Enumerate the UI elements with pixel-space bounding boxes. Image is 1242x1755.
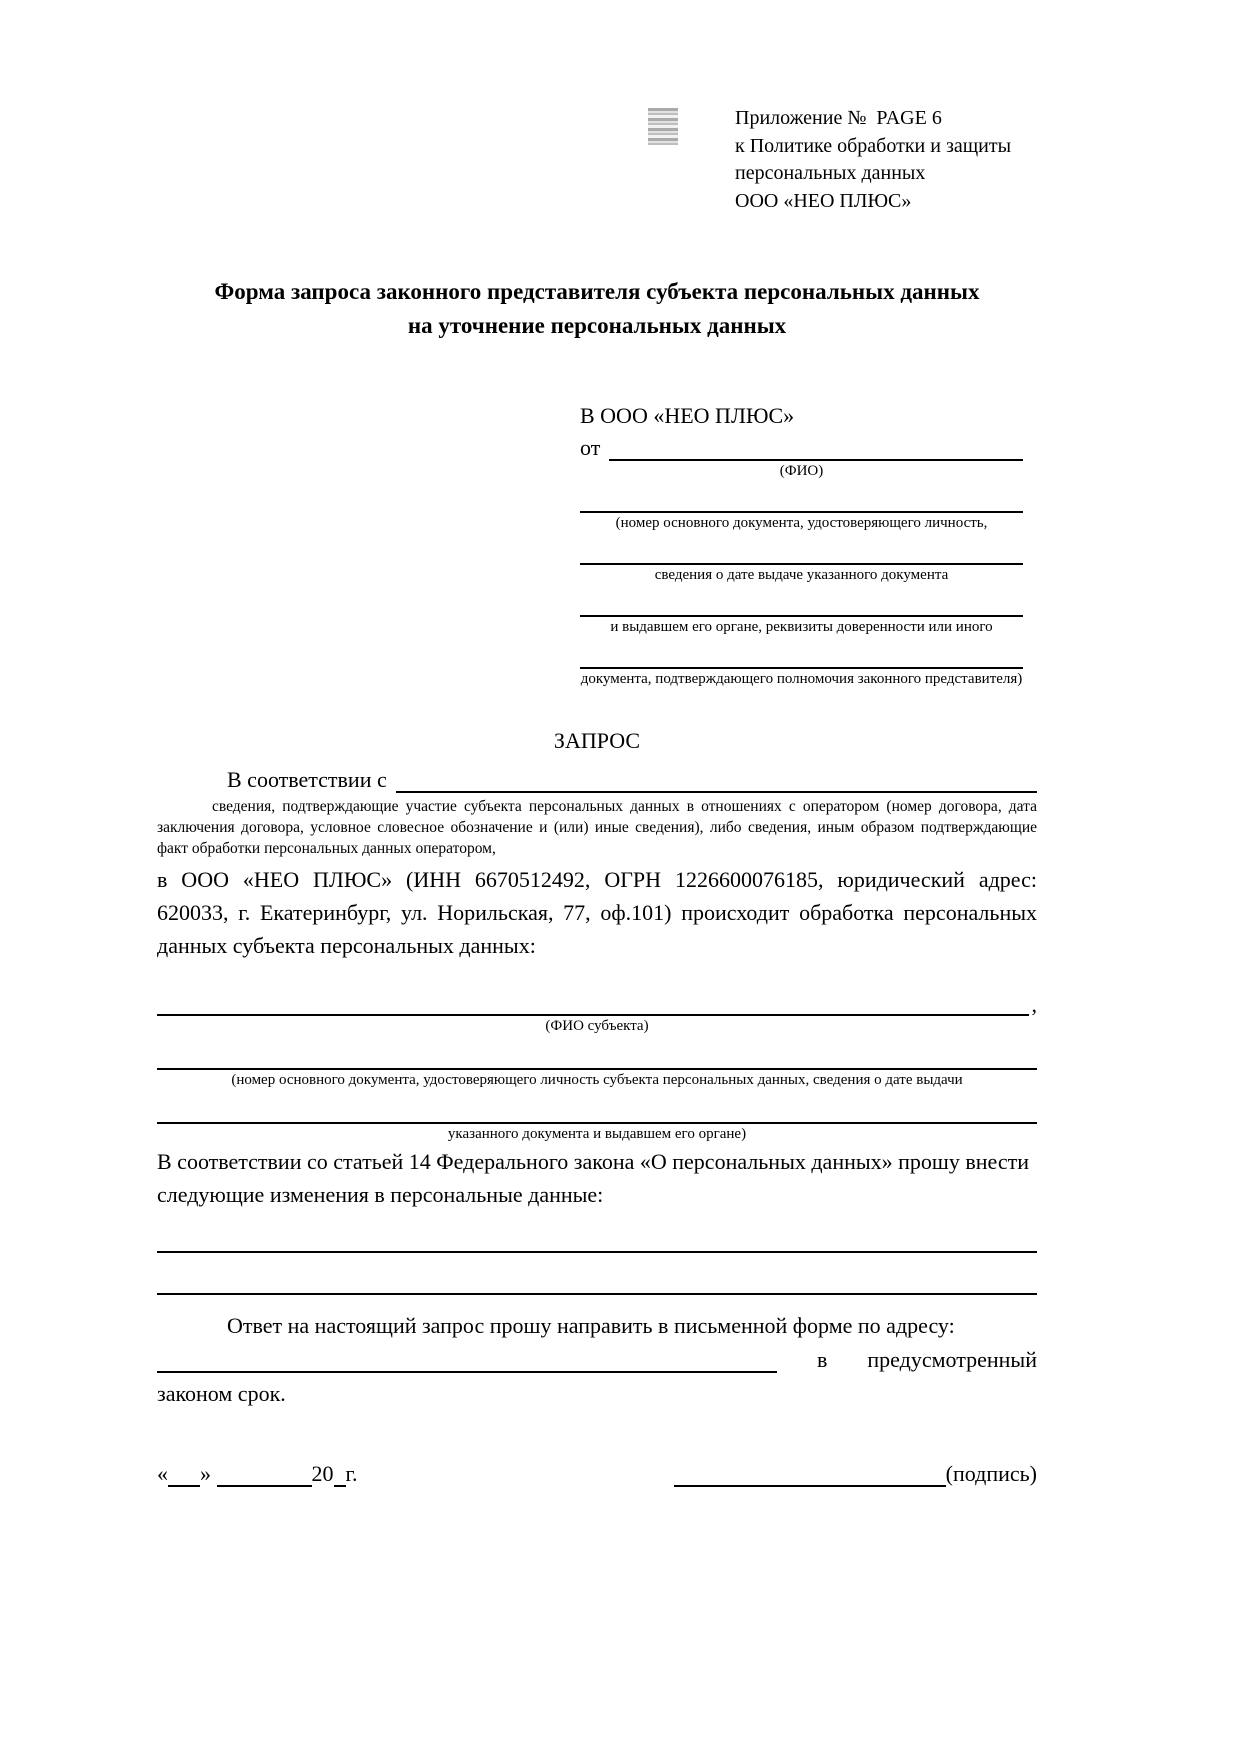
smudge-artifact-icon — [648, 108, 678, 145]
answer-address-blank-line — [157, 1345, 777, 1373]
date-field — [157, 1461, 358, 1487]
subject-fio-blank-line — [157, 984, 1029, 1016]
subject-doc-blank-line-1 — [157, 1036, 1037, 1070]
from-label: от — [580, 435, 601, 460]
policy-reference-line-1: к Политике обработки и защиты — [735, 134, 1012, 157]
form-title-line-1: Форма запроса законного представителя субъекта персональных данных — [214, 279, 980, 304]
form-title-line-2: на уточнение персональных данных — [407, 313, 787, 338]
operator-paragraph: в ООО «НЕО ПЛЮС» (ИНН 6670512492, ОГРН 1226600076185, юридический адрес: 620033, г. Екатеринбург, ул. Норильская, 77, оф.101) происходит обработка персональных данных субъекта персональных данных: — [157, 867, 1037, 958]
date-year-suffix: г. — [345, 1461, 358, 1486]
request-heading: ЗАПРОС — [553, 728, 641, 753]
signature-field — [674, 1461, 1037, 1487]
subject-line-comma: , — [1031, 992, 1037, 1017]
addressee-to: В ООО «НЕО ПЛЮС» — [580, 403, 795, 428]
representative-doc-blank-line-4 — [580, 637, 1023, 669]
representative-doc-caption-1: (номер основного документа, удостоверяющего личность, — [615, 515, 988, 531]
answer-tail: законом срок. — [157, 1381, 286, 1406]
subject-doc-blank-line-2 — [157, 1090, 1037, 1124]
signature-blank-line — [674, 1463, 946, 1487]
subject-doc-caption-1: (номер основного документа, удостоверяющего личность субъекта персональных данных, сведения о дате выдачи — [231, 1072, 963, 1088]
law-paragraph: В соответствии со статьей 14 Федерального закона «О персональных данных» прошу внести следующие изменения в персональные данные: — [157, 1149, 1029, 1207]
representative-doc-blank-line-1 — [580, 481, 1023, 513]
answer-word-v: в — [817, 1347, 828, 1372]
fio-caption: (ФИО) — [779, 463, 824, 479]
intro-blank-line — [396, 765, 1037, 793]
date-quote-close: » — [200, 1461, 211, 1486]
changes-blank-line-2 — [157, 1253, 1037, 1295]
intro-prefix: В соответствии с — [227, 767, 387, 792]
intro-field-row — [157, 765, 1037, 793]
form-title — [157, 275, 1037, 343]
appendix-number-line: Приложение № PAGE 6 — [735, 107, 942, 129]
organization-name: ООО «НЕО ПЛЮС» — [735, 189, 912, 212]
date-year-blank — [334, 1463, 346, 1487]
subject-fio-field-row — [157, 984, 1037, 1016]
date-month-blank — [217, 1463, 312, 1487]
from-name-blank-line — [609, 433, 1023, 461]
date-year-prefix: 20 — [311, 1461, 334, 1486]
answer-sentence: Ответ на настоящий запрос прошу направить в письменной форме по адресу: — [227, 1313, 955, 1338]
policy-reference-line-2: персональных данных — [735, 162, 926, 184]
date-signature-row — [157, 1461, 1037, 1487]
document-header — [157, 105, 1037, 220]
representative-doc-caption-2: сведения о дате выдаче указанного документа — [654, 567, 949, 583]
subject-fio-caption: (ФИО субъекта) — [545, 1018, 649, 1034]
representative-doc-blank-line-3 — [580, 585, 1023, 617]
answer-address-row — [157, 1345, 1037, 1373]
representative-doc-caption-4: документа, подтверждающего полномочия законного представителя) — [580, 671, 1023, 687]
representative-doc-blank-line-2 — [580, 533, 1023, 565]
date-quote-open: « — [157, 1461, 168, 1486]
date-day-blank — [168, 1463, 200, 1487]
signature-caption: (подпись) — [945, 1461, 1037, 1486]
changes-blank-line-1 — [157, 1211, 1037, 1253]
representative-doc-caption-3: и выдавшем его органе, реквизиты доверенности или иного — [610, 619, 993, 635]
answer-word-term: предусмотренный — [867, 1347, 1037, 1372]
addressee-block — [580, 401, 1023, 689]
subject-doc-caption-2: указанного документа и выдавшем его органе) — [447, 1126, 747, 1142]
appendix-block — [735, 105, 1037, 215]
fine-print-note: сведения, подтверждающие участие субъекта персональных данных в отношениях с оператором (номер договора, дата заключения договора, условное словесное обозначение и (или) иные сведения), либо сведения, иным образом подтверждающие факт обработки персональных данных оператором, — [157, 798, 1037, 857]
from-field-row — [580, 433, 1023, 461]
